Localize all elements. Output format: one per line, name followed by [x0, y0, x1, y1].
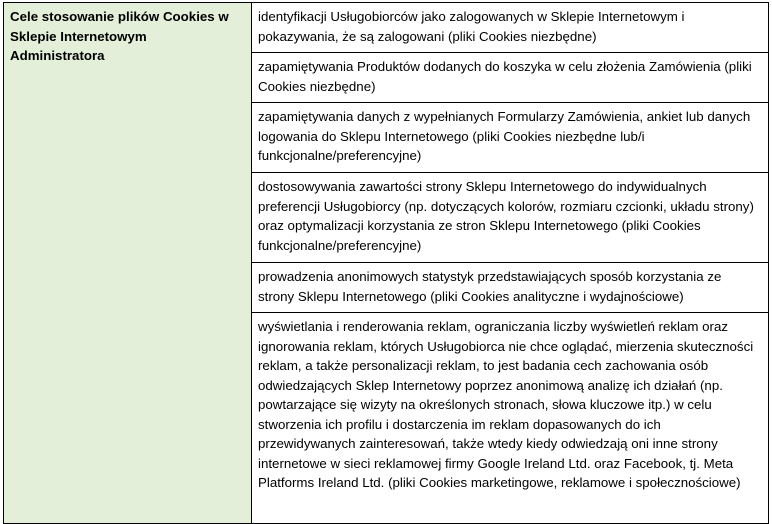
purpose-cell-3: zapamiętywania danych z wypełnianych Formularzy Zamówienia, ankiet lub danych logowania do Sklepu Internetowego (pliki Cookies niezbędne lub/i funkcjonalne/preferencyjne) [252, 103, 769, 173]
cookies-purposes-table [3, 2, 769, 524]
purpose-cell-6: wyświetlania i renderowania reklam, ograniczania liczby wyświetleń reklam oraz ignorowania reklam, których Usługobiorca nie chce oglądać, mierzenia skuteczności reklam, a także personalizacji reklam, to jest badania cech zachowania osób odwiedzających Sklep Internetowy poprzez anonimową analizę ich działań (np. powtarzające się wizyty na określonych stronach, słowa kluczowe itp.) w celu stworzenia ich profilu i dostarczenia im reklam dopasowanych do ich przewidywanych zainteresowań, także wtedy kiedy odwiedzają oni inne strony internetowe w sieci reklamowej firmy Google Ireland Ltd. oraz Facebook, tj. Meta Platforms Ireland Ltd. (pliki Cookies marketingowe, reklamowe i społecznościowe) [252, 313, 769, 524]
purpose-cell-5: prowadzenia anonimowych statystyk przedstawiających sposób korzystania ze strony Sklepu Internetowego (pliki Cookies analityczne i wydajnościowe) [252, 263, 769, 313]
table-row [4, 3, 769, 53]
purpose-cell-1: identyfikacji Usługobiorców jako zalogowanych w Sklepie Internetowym i pokazywania, że są zalogowani (pliki Cookies niezbędne) [252, 3, 769, 53]
purpose-cell-2: zapamiętywania Produktów dodanych do koszyka w celu złożenia Zamówienia (pliki Cookies niezbędne) [252, 53, 769, 103]
purpose-cell-4: dostosowywania zawartości strony Sklepu Internetowego do indywidualnych preferencji Usługobiorcy (np. dotyczących kolorów, rozmiaru czcionki, układu strony) oraz optymalizacji korzystania ze stron Sklepu Internetowego (pliki Cookies funkcjonalne/preferencyjne) [252, 173, 769, 263]
table-header-cell: Cele stosowanie plików Cookies w Sklepie Internetowym Administratora [4, 3, 252, 524]
